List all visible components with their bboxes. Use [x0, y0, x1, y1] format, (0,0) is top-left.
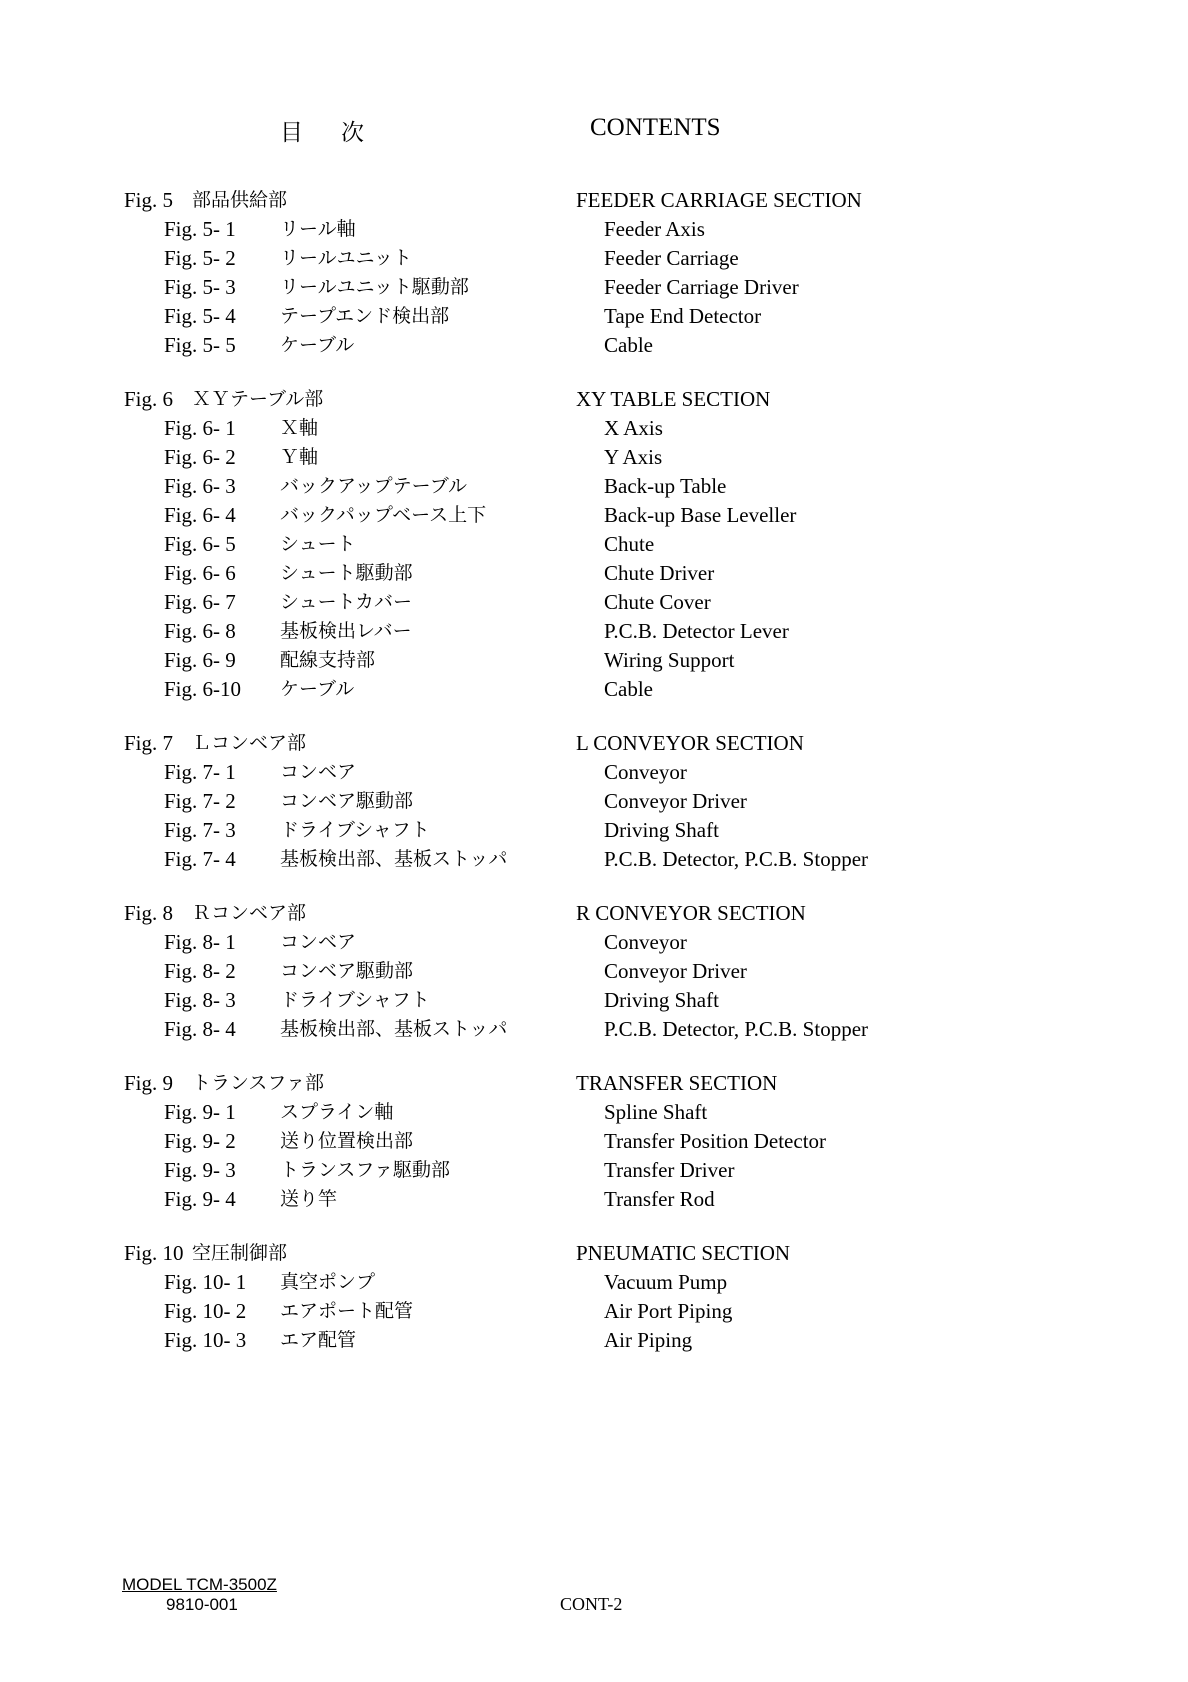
entry-title-jp: 基板検出部、基板ストッパ: [280, 848, 508, 870]
entry-title-jp: ケーブル: [280, 678, 355, 700]
entry-fig-number: Fig. 6- 1: [164, 416, 236, 440]
entry-title-en: Transfer Driver: [604, 1158, 735, 1182]
entry-title-en: Feeder Carriage Driver: [604, 275, 799, 299]
entry-fig-number: Fig. 9- 2: [164, 1129, 236, 1153]
toc-entry: [0, 530, 1188, 559]
entry-title-en: Conveyor Driver: [604, 789, 747, 813]
entry-title-en: X Axis: [604, 416, 663, 440]
toc-entry: [0, 244, 1188, 273]
toc-entry: [0, 845, 1188, 874]
entry-title-jp: コンベア: [280, 931, 357, 953]
toc-entry: [0, 1156, 1188, 1185]
entry-title-en: P.C.B. Detector, P.C.B. Stopper: [604, 1017, 869, 1041]
entry-title-en: P.C.B. Detector Lever: [604, 619, 789, 643]
entry-fig-number: Fig. 8- 1: [164, 930, 236, 954]
section-fig-number: Fig. 8: [124, 901, 174, 925]
entry-title-jp: トランスファ駆動部: [280, 1159, 451, 1181]
entry-fig-number: Fig. 9- 3: [164, 1158, 236, 1182]
footer-model: MODEL TCM-3500Z: [122, 1575, 277, 1594]
entry-title-en: Air Port Piping: [604, 1299, 733, 1323]
toc-entry: [0, 501, 1188, 530]
section-title-en: R CONVEYOR SECTION: [576, 901, 806, 925]
entry-title-jp: リール軸: [280, 218, 356, 240]
toc-entry: [0, 617, 1188, 646]
entry-title-en: Vacuum Pump: [604, 1270, 728, 1294]
entry-title-en: Transfer Position Detector: [604, 1129, 827, 1153]
entry-fig-number: Fig. 7- 4: [164, 847, 236, 871]
entry-fig-number: Fig. 6- 7: [164, 590, 236, 614]
section-title-en: L CONVEYOR SECTION: [576, 731, 804, 755]
toc-entry: [0, 215, 1188, 244]
entry-title-en: Feeder Carriage: [604, 246, 739, 270]
entry-fig-number: Fig. 5- 4: [164, 304, 236, 328]
entry-fig-number: Fig. 5- 3: [164, 275, 236, 299]
entry-title-jp: エアポート配管: [280, 1300, 414, 1322]
entry-title-jp: コンベア: [280, 761, 357, 783]
section-heading: [0, 186, 1188, 215]
entry-fig-number: Fig. 6-10: [164, 677, 242, 701]
entry-title-en: Chute Cover: [604, 590, 711, 614]
toc-entry: [0, 559, 1188, 588]
entry-title-en: Conveyor: [604, 930, 687, 954]
entry-fig-number: Fig. 10- 1: [164, 1270, 247, 1294]
entry-fig-number: Fig. 6- 9: [164, 648, 236, 672]
toc-entry: [0, 1098, 1188, 1127]
entry-fig-number: Fig. 8- 2: [164, 959, 236, 983]
entry-title-en: Driving Shaft: [604, 988, 719, 1012]
entry-fig-number: Fig. 5- 5: [164, 333, 236, 357]
entry-title-en: Driving Shaft: [604, 818, 719, 842]
entry-title-en: Y Axis: [604, 445, 663, 469]
entry-title-jp: テープエンド検出部: [280, 305, 450, 327]
entry-title-jp: ドライブシャフト: [280, 819, 430, 841]
entry-title-jp: シュート: [280, 533, 356, 555]
section-title-jp: Ｒコンベア部: [192, 902, 307, 924]
entry-title-jp: エア配管: [280, 1329, 357, 1351]
footer-code: 9810-001: [166, 1595, 238, 1614]
entry-fig-number: Fig. 8- 3: [164, 988, 236, 1012]
entry-title-jp: バックアップテーブル: [280, 475, 467, 497]
toc-entry: [0, 414, 1188, 443]
entry-fig-number: Fig. 9- 4: [164, 1187, 236, 1211]
section-heading: [0, 1239, 1188, 1268]
entry-title-jp: リールユニット: [280, 247, 412, 269]
toc-entry: [0, 1015, 1188, 1044]
section-title-jp: 部品供給部: [192, 189, 288, 211]
entry-title-jp: 配線支持部: [280, 649, 376, 671]
entry-fig-number: Fig. 6- 8: [164, 619, 236, 643]
entry-title-en: Feeder Axis: [604, 217, 705, 241]
entry-title-en: Wiring Support: [604, 648, 735, 672]
section-title-en: TRANSFER SECTION: [576, 1071, 778, 1095]
footer-page-number: CONT-2: [560, 1594, 623, 1614]
toc-entry: [0, 1127, 1188, 1156]
toc-entry: [0, 957, 1188, 986]
entry-title-jp: ケーブル: [280, 334, 355, 356]
toc-entry: [0, 646, 1188, 675]
entry-fig-number: Fig. 10- 2: [164, 1299, 247, 1323]
toc-entry: [0, 472, 1188, 501]
entry-title-jp: ドライブシャフト: [280, 989, 430, 1011]
toc-entry: [0, 1297, 1188, 1326]
entry-fig-number: Fig. 5- 2: [164, 246, 236, 270]
entry-title-en: Air Piping: [604, 1328, 693, 1352]
contents-title-en: CONTENTS: [590, 114, 721, 141]
toc-entry: [0, 1326, 1188, 1355]
section-fig-number: Fig. 10: [124, 1241, 184, 1265]
section-fig-number: Fig. 7: [124, 731, 174, 755]
entry-title-en: Spline Shaft: [604, 1100, 708, 1124]
toc-section: [0, 186, 1188, 360]
entry-title-jp: 真空ポンプ: [280, 1271, 376, 1293]
entry-fig-number: Fig. 6- 2: [164, 445, 236, 469]
entry-title-jp: 基板検出レバー: [280, 620, 412, 642]
section-heading: [0, 1069, 1188, 1098]
entry-title-jp: Ｘ軸: [280, 417, 319, 439]
entry-fig-number: Fig. 6- 5: [164, 532, 236, 556]
toc-entry: [0, 675, 1188, 704]
toc-entry: [0, 787, 1188, 816]
entry-title-jp: Ｙ軸: [280, 446, 319, 468]
entry-fig-number: Fig. 9- 1: [164, 1100, 236, 1124]
section-title-jp: トランスファ部: [192, 1072, 325, 1094]
toc-entry: [0, 331, 1188, 360]
toc-entry: [0, 443, 1188, 472]
toc-section: [0, 385, 1188, 704]
entry-fig-number: Fig. 7- 3: [164, 818, 236, 842]
entry-title-en: Conveyor: [604, 760, 687, 784]
section-heading: [0, 729, 1188, 758]
entry-title-en: Tape End Detector: [604, 304, 762, 328]
toc-section: [0, 1239, 1188, 1355]
toc-entry: [0, 758, 1188, 787]
entry-fig-number: Fig. 6- 3: [164, 474, 236, 498]
contents-title-jp: 目次: [280, 120, 402, 146]
table-of-contents: [0, 186, 1188, 1380]
entry-title-jp: 送り位置検出部: [280, 1130, 414, 1152]
section-fig-number: Fig. 9: [124, 1071, 174, 1095]
entry-fig-number: Fig. 10- 3: [164, 1328, 247, 1352]
toc-entry: [0, 1268, 1188, 1297]
toc-entry: [0, 1185, 1188, 1214]
entry-title-jp: コンベア駆動部: [280, 790, 414, 812]
section-title-en: XY TABLE SECTION: [576, 387, 771, 411]
entry-title-en: Back-up Base Leveller: [604, 503, 797, 527]
section-title-en: FEEDER CARRIAGE SECTION: [576, 188, 862, 212]
toc-entry: [0, 986, 1188, 1015]
section-title-en: PNEUMATIC SECTION: [576, 1241, 791, 1265]
entry-title-en: Chute: [604, 532, 655, 556]
entry-title-jp: シュート駆動部: [280, 562, 413, 584]
section-fig-number: Fig. 5: [124, 188, 174, 212]
section-title-jp: 空圧制御部: [192, 1242, 288, 1264]
toc-entry: [0, 588, 1188, 617]
toc-section: [0, 1069, 1188, 1214]
entry-title-jp: 送り竿: [280, 1188, 338, 1210]
entry-title-en: Cable: [604, 677, 653, 701]
toc-entry: [0, 816, 1188, 845]
entry-fig-number: Fig. 6- 6: [164, 561, 236, 585]
entry-title-jp: 基板検出部、基板ストッパ: [280, 1018, 508, 1040]
toc-entry: [0, 302, 1188, 331]
entry-title-jp: シュートカバー: [280, 591, 413, 613]
section-heading: [0, 385, 1188, 414]
entry-fig-number: Fig. 5- 1: [164, 217, 236, 241]
entry-title-en: Chute Driver: [604, 561, 715, 585]
entry-title-jp: スプライン軸: [280, 1101, 394, 1123]
entry-fig-number: Fig. 6- 4: [164, 503, 236, 527]
entry-title-jp: リールユニット駆動部: [280, 276, 469, 298]
entry-fig-number: Fig. 8- 4: [164, 1017, 236, 1041]
toc-section: [0, 899, 1188, 1044]
entry-fig-number: Fig. 7- 2: [164, 789, 236, 813]
section-title-jp: ＸＹテーブル部: [192, 388, 324, 410]
entry-title-jp: コンベア駆動部: [280, 960, 414, 982]
toc-entry: [0, 273, 1188, 302]
entry-title-en: Transfer Rod: [604, 1187, 715, 1211]
toc-section: [0, 729, 1188, 874]
entry-title-jp: バックパップベース上下: [280, 504, 487, 526]
entry-title-en: P.C.B. Detector, P.C.B. Stopper: [604, 847, 869, 871]
section-title-jp: Ｌコンベア部: [192, 732, 307, 754]
entry-fig-number: Fig. 7- 1: [164, 760, 236, 784]
section-fig-number: Fig. 6: [124, 387, 174, 411]
entry-title-en: Cable: [604, 333, 653, 357]
entry-title-en: Conveyor Driver: [604, 959, 747, 983]
toc-entry: [0, 928, 1188, 957]
section-heading: [0, 899, 1188, 928]
entry-title-en: Back-up Table: [604, 474, 727, 498]
